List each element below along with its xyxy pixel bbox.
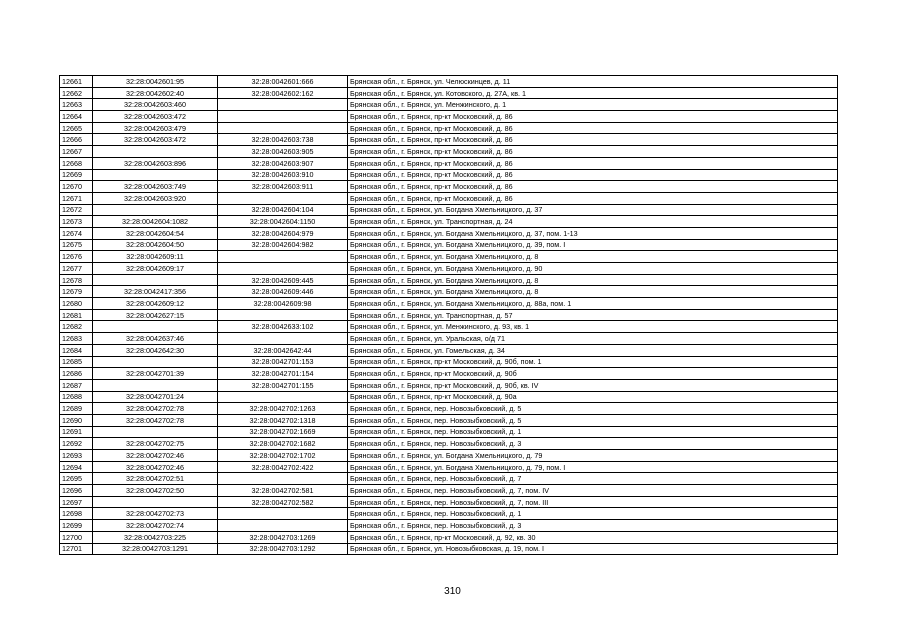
building-cadastral-number-cell	[218, 263, 348, 275]
address-cell: Брянская обл., г. Брянск, ул. Богдана Хмельницкого, д. 39, пом. I	[348, 239, 838, 251]
table-row	[60, 520, 838, 532]
table-row	[60, 192, 838, 204]
record-number-cell: 12664	[60, 111, 93, 123]
address-cell: Брянская обл., г. Брянск, ул. Транспортная, д. 24	[348, 216, 838, 228]
cadastral-number-cell: 32:28:0042702:73	[93, 508, 218, 520]
building-cadastral-number-cell	[218, 473, 348, 485]
table-row	[60, 531, 838, 543]
address-cell: Брянская обл., г. Брянск, пер. Новозыбковский, д. 7, пом. III	[348, 496, 838, 508]
address-cell: Брянская обл., г. Брянск, ул. Челюскинцев, д. 11	[348, 76, 838, 88]
table-row	[60, 216, 838, 228]
address-cell: Брянская обл., г. Брянск, пр-кт Московский, д. 86	[348, 111, 838, 123]
cadastral-number-cell	[93, 356, 218, 368]
record-number-cell: 12662	[60, 87, 93, 99]
address-cell: Брянская обл., г. Брянск, пр-кт Московский, д. 90б, пом. 1	[348, 356, 838, 368]
record-number-cell: 12685	[60, 356, 93, 368]
building-cadastral-number-cell: 32:28:0042702:1263	[218, 403, 348, 415]
building-cadastral-number-cell: 32:28:0042603:738	[218, 134, 348, 146]
table-row	[60, 368, 838, 380]
record-number-cell: 12680	[60, 298, 93, 310]
record-number-cell: 12672	[60, 204, 93, 216]
address-cell: Брянская обл., г. Брянск, пр-кт Московский, д. 90б	[348, 368, 838, 380]
building-cadastral-number-cell	[218, 520, 348, 532]
table-row	[60, 450, 838, 462]
record-number-cell: 12699	[60, 520, 93, 532]
cadastral-number-cell: 32:28:0042702:50	[93, 485, 218, 497]
cadastral-number-cell	[93, 379, 218, 391]
cadastral-number-cell	[93, 274, 218, 286]
record-number-cell: 12675	[60, 239, 93, 251]
record-number-cell: 12693	[60, 450, 93, 462]
building-cadastral-number-cell: 32:28:0042702:1682	[218, 438, 348, 450]
table-row	[60, 286, 838, 298]
address-cell: Брянская обл., г. Брянск, пр-кт Московский, д. 86	[348, 157, 838, 169]
building-cadastral-number-cell: 32:28:0042603:905	[218, 146, 348, 158]
record-number-cell: 12678	[60, 274, 93, 286]
building-cadastral-number-cell: 32:28:0042701:153	[218, 356, 348, 368]
table-row	[60, 333, 838, 345]
record-number-cell: 12684	[60, 344, 93, 356]
record-number-cell: 12697	[60, 496, 93, 508]
address-cell: Брянская обл., г. Брянск, ул. Уральская, о/д 71	[348, 333, 838, 345]
record-number-cell: 12669	[60, 169, 93, 181]
table-row	[60, 473, 838, 485]
table-row	[60, 356, 838, 368]
building-cadastral-number-cell: 32:28:0042609:445	[218, 274, 348, 286]
table-row	[60, 204, 838, 216]
building-cadastral-number-cell: 32:28:0042701:154	[218, 368, 348, 380]
building-cadastral-number-cell: 32:28:0042604:982	[218, 239, 348, 251]
address-cell: Брянская обл., г. Брянск, пер. Новозыбковский, д. 1	[348, 426, 838, 438]
address-cell: Брянская обл., г. Брянск, ул. Новозыбковская, д. 19, пом. I	[348, 543, 838, 555]
building-cadastral-number-cell: 32:28:0042702:581	[218, 485, 348, 497]
record-number-cell: 12674	[60, 227, 93, 239]
record-number-cell: 12689	[60, 403, 93, 415]
cadastral-number-cell: 32:28:0042604:1082	[93, 216, 218, 228]
building-cadastral-number-cell	[218, 251, 348, 263]
building-cadastral-number-cell: 32:28:0042601:666	[218, 76, 348, 88]
table-row	[60, 87, 838, 99]
building-cadastral-number-cell: 32:28:0042603:907	[218, 157, 348, 169]
table-row	[60, 122, 838, 134]
building-cadastral-number-cell: 32:28:0042702:1669	[218, 426, 348, 438]
address-cell: Брянская обл., г. Брянск, пр-кт Московский, д. 90б, кв. IV	[348, 379, 838, 391]
building-cadastral-number-cell: 32:28:0042702:582	[218, 496, 348, 508]
address-cell: Брянская обл., г. Брянск, пр-кт Московский, д. 86	[348, 181, 838, 193]
cadastral-number-cell: 32:28:0042702:78	[93, 403, 218, 415]
record-number-cell: 12701	[60, 543, 93, 555]
table-row	[60, 157, 838, 169]
building-cadastral-number-cell: 32:28:0042604:1150	[218, 216, 348, 228]
cadastral-number-cell: 32:28:0042702:51	[93, 473, 218, 485]
table-row	[60, 251, 838, 263]
record-number-cell: 12677	[60, 263, 93, 275]
address-cell: Брянская обл., г. Брянск, пер. Новозыбковский, д. 3	[348, 520, 838, 532]
record-number-cell: 12700	[60, 531, 93, 543]
page-number: 310	[444, 586, 461, 597]
building-cadastral-number-cell: 32:28:0042604:104	[218, 204, 348, 216]
table-row	[60, 391, 838, 403]
address-cell: Брянская обл., г. Брянск, пер. Новозыбковский, д. 5	[348, 403, 838, 415]
address-cell: Брянская обл., г. Брянск, пр-кт Московский, д. 86	[348, 169, 838, 181]
record-number-cell: 12676	[60, 251, 93, 263]
record-number-cell: 12696	[60, 485, 93, 497]
table-row	[60, 321, 838, 333]
building-cadastral-number-cell: 32:28:0042602:162	[218, 87, 348, 99]
table-row	[60, 344, 838, 356]
cadastral-number-cell: 32:28:0042642:30	[93, 344, 218, 356]
table-row	[60, 414, 838, 426]
record-number-cell: 12688	[60, 391, 93, 403]
address-cell: Брянская обл., г. Брянск, ул. Богдана Хмельницкого, д. 79	[348, 450, 838, 462]
cadastral-number-cell: 32:28:0042609:17	[93, 263, 218, 275]
building-cadastral-number-cell	[218, 333, 348, 345]
record-number-cell: 12679	[60, 286, 93, 298]
address-cell: Брянская обл., г. Брянск, ул. Гомельская, д. 34	[348, 344, 838, 356]
building-cadastral-number-cell: 32:28:0042701:155	[218, 379, 348, 391]
record-number-cell: 12690	[60, 414, 93, 426]
record-number-cell: 12683	[60, 333, 93, 345]
record-number-cell: 12687	[60, 379, 93, 391]
table-row	[60, 263, 838, 275]
address-cell: Брянская обл., г. Брянск, пр-кт Московский, д. 92, кв. 30	[348, 531, 838, 543]
building-cadastral-number-cell: 32:28:0042609:98	[218, 298, 348, 310]
building-cadastral-number-cell: 32:28:0042603:911	[218, 181, 348, 193]
building-cadastral-number-cell	[218, 99, 348, 111]
cadastral-number-cell: 32:28:0042603:479	[93, 122, 218, 134]
cadastral-number-cell: 32:28:0042603:896	[93, 157, 218, 169]
table-row	[60, 379, 838, 391]
table-row	[60, 426, 838, 438]
table-row	[60, 274, 838, 286]
cadastral-number-cell: 32:28:0042702:46	[93, 461, 218, 473]
address-cell: Брянская обл., г. Брянск, пер. Новозыбковский, д. 5	[348, 414, 838, 426]
table-row	[60, 99, 838, 111]
address-cell: Брянская обл., г. Брянск, ул. Менжинского, д. 93, кв. 1	[348, 321, 838, 333]
address-cell: Брянская обл., г. Брянск, пр-кт Московский, д. 86	[348, 134, 838, 146]
address-cell: Брянская обл., г. Брянск, пер. Новозыбковский, д. 7	[348, 473, 838, 485]
cadastral-number-cell	[93, 169, 218, 181]
record-number-cell: 12663	[60, 99, 93, 111]
table-row	[60, 461, 838, 473]
table-row	[60, 496, 838, 508]
address-cell: Брянская обл., г. Брянск, ул. Менжинского, д. 1	[348, 99, 838, 111]
table-row	[60, 309, 838, 321]
table-row	[60, 134, 838, 146]
cadastral-number-cell: 32:28:0042702:78	[93, 414, 218, 426]
record-number-cell: 12681	[60, 309, 93, 321]
table-row	[60, 169, 838, 181]
cadastral-number-cell: 32:28:0042702:46	[93, 450, 218, 462]
cadastral-number-cell: 32:28:0042603:749	[93, 181, 218, 193]
record-number-cell: 12698	[60, 508, 93, 520]
cadastral-number-cell	[93, 321, 218, 333]
table-row	[60, 111, 838, 123]
building-cadastral-number-cell: 32:28:0042633:102	[218, 321, 348, 333]
building-cadastral-number-cell: 32:28:0042642:44	[218, 344, 348, 356]
record-number-cell: 12661	[60, 76, 93, 88]
record-number-cell: 12682	[60, 321, 93, 333]
address-cell: Брянская обл., г. Брянск, ул. Богдана Хмельницкого, д. 79, пом. I	[348, 461, 838, 473]
record-number-cell: 12665	[60, 122, 93, 134]
cadastral-number-cell: 32:28:0042604:54	[93, 227, 218, 239]
building-cadastral-number-cell	[218, 192, 348, 204]
table-row	[60, 239, 838, 251]
building-cadastral-number-cell: 32:28:0042609:446	[218, 286, 348, 298]
address-cell: Брянская обл., г. Брянск, пр-кт Московский, д. 86	[348, 122, 838, 134]
record-number-cell: 12691	[60, 426, 93, 438]
table-row	[60, 146, 838, 158]
cadastral-number-cell: 32:28:0042601:95	[93, 76, 218, 88]
cadastral-number-cell: 32:28:0042701:24	[93, 391, 218, 403]
table-row	[60, 403, 838, 415]
building-cadastral-number-cell	[218, 391, 348, 403]
table-row	[60, 485, 838, 497]
cadastral-number-cell: 32:28:0042637:46	[93, 333, 218, 345]
building-cadastral-number-cell	[218, 309, 348, 321]
record-number-cell: 12692	[60, 438, 93, 450]
table-row	[60, 298, 838, 310]
building-cadastral-number-cell: 32:28:0042702:1702	[218, 450, 348, 462]
address-cell: Брянская обл., г. Брянск, ул. Богдана Хмельницкого, д. 37	[348, 204, 838, 216]
building-cadastral-number-cell: 32:28:0042603:910	[218, 169, 348, 181]
address-cell: Брянская обл., г. Брянск, ул. Богдана Хмельницкого, д. 88а, пом. 1	[348, 298, 838, 310]
cadastral-number-cell: 32:28:0042603:920	[93, 192, 218, 204]
record-number-cell: 12673	[60, 216, 93, 228]
address-cell: Брянская обл., г. Брянск, ул. Транспортная, д. 57	[348, 309, 838, 321]
building-cadastral-number-cell	[218, 111, 348, 123]
address-cell: Брянская обл., г. Брянск, ул. Богдана Хмельницкого, д. 90	[348, 263, 838, 275]
building-cadastral-number-cell: 32:28:0042703:1292	[218, 543, 348, 555]
address-cell: Брянская обл., г. Брянск, пр-кт Московский, д. 90а	[348, 391, 838, 403]
table-row	[60, 438, 838, 450]
building-cadastral-number-cell	[218, 122, 348, 134]
address-cell: Брянская обл., г. Брянск, пер. Новозыбковский, д. 3	[348, 438, 838, 450]
cadastral-number-cell: 32:28:0042417:356	[93, 286, 218, 298]
record-number-cell: 12667	[60, 146, 93, 158]
cadastral-number-cell: 32:28:0042702:75	[93, 438, 218, 450]
record-number-cell: 12666	[60, 134, 93, 146]
building-cadastral-number-cell: 32:28:0042604:979	[218, 227, 348, 239]
record-number-cell: 12671	[60, 192, 93, 204]
record-number-cell: 12695	[60, 473, 93, 485]
address-cell: Брянская обл., г. Брянск, пр-кт Московский, д. 86	[348, 146, 838, 158]
cadastral-number-cell	[93, 496, 218, 508]
address-cell: Брянская обл., г. Брянск, пер. Новозыбковский, д. 1	[348, 508, 838, 520]
table-row	[60, 76, 838, 88]
cadastral-number-cell: 32:28:0042703:225	[93, 531, 218, 543]
document-page	[59, 75, 838, 555]
cadastral-number-cell: 32:28:0042627:15	[93, 309, 218, 321]
cadastral-number-cell	[93, 146, 218, 158]
address-cell: Брянская обл., г. Брянск, пер. Новозыбковский, д. 7, пом. IV	[348, 485, 838, 497]
address-cell: Брянская обл., г. Брянск, ул. Котовского, д. 27А, кв. 1	[348, 87, 838, 99]
records-table-body	[60, 76, 838, 555]
cadastral-number-cell: 32:28:0042703:1291	[93, 543, 218, 555]
cadastral-number-cell	[93, 204, 218, 216]
record-number-cell: 12670	[60, 181, 93, 193]
address-cell: Брянская обл., г. Брянск, ул. Богдана Хмельницкого, д. 8	[348, 286, 838, 298]
cadastral-number-cell: 32:28:0042603:460	[93, 99, 218, 111]
table-row	[60, 181, 838, 193]
table-row	[60, 227, 838, 239]
building-cadastral-number-cell: 32:28:0042702:422	[218, 461, 348, 473]
record-number-cell: 12694	[60, 461, 93, 473]
cadastral-number-cell: 32:28:0042701:39	[93, 368, 218, 380]
cadastral-number-cell: 32:28:0042604:50	[93, 239, 218, 251]
building-cadastral-number-cell	[218, 508, 348, 520]
record-number-cell: 12668	[60, 157, 93, 169]
cadastral-number-cell	[93, 426, 218, 438]
cadastral-number-cell: 32:28:0042609:12	[93, 298, 218, 310]
address-cell: Брянская обл., г. Брянск, пр-кт Московский, д. 86	[348, 192, 838, 204]
records-table	[59, 75, 838, 555]
table-row	[60, 543, 838, 555]
cadastral-number-cell: 32:28:0042603:472	[93, 111, 218, 123]
address-cell: Брянская обл., г. Брянск, ул. Богдана Хмельницкого, д. 8	[348, 251, 838, 263]
cadastral-number-cell: 32:28:0042603:472	[93, 134, 218, 146]
cadastral-number-cell: 32:28:0042609:11	[93, 251, 218, 263]
building-cadastral-number-cell: 32:28:0042703:1269	[218, 531, 348, 543]
cadastral-number-cell: 32:28:0042702:74	[93, 520, 218, 532]
address-cell: Брянская обл., г. Брянск, ул. Богдана Хмельницкого, д. 37, пом. 1-13	[348, 227, 838, 239]
table-row	[60, 508, 838, 520]
address-cell: Брянская обл., г. Брянск, ул. Богдана Хмельницкого, д. 8	[348, 274, 838, 286]
building-cadastral-number-cell: 32:28:0042702:1318	[218, 414, 348, 426]
cadastral-number-cell: 32:28:0042602:40	[93, 87, 218, 99]
record-number-cell: 12686	[60, 368, 93, 380]
